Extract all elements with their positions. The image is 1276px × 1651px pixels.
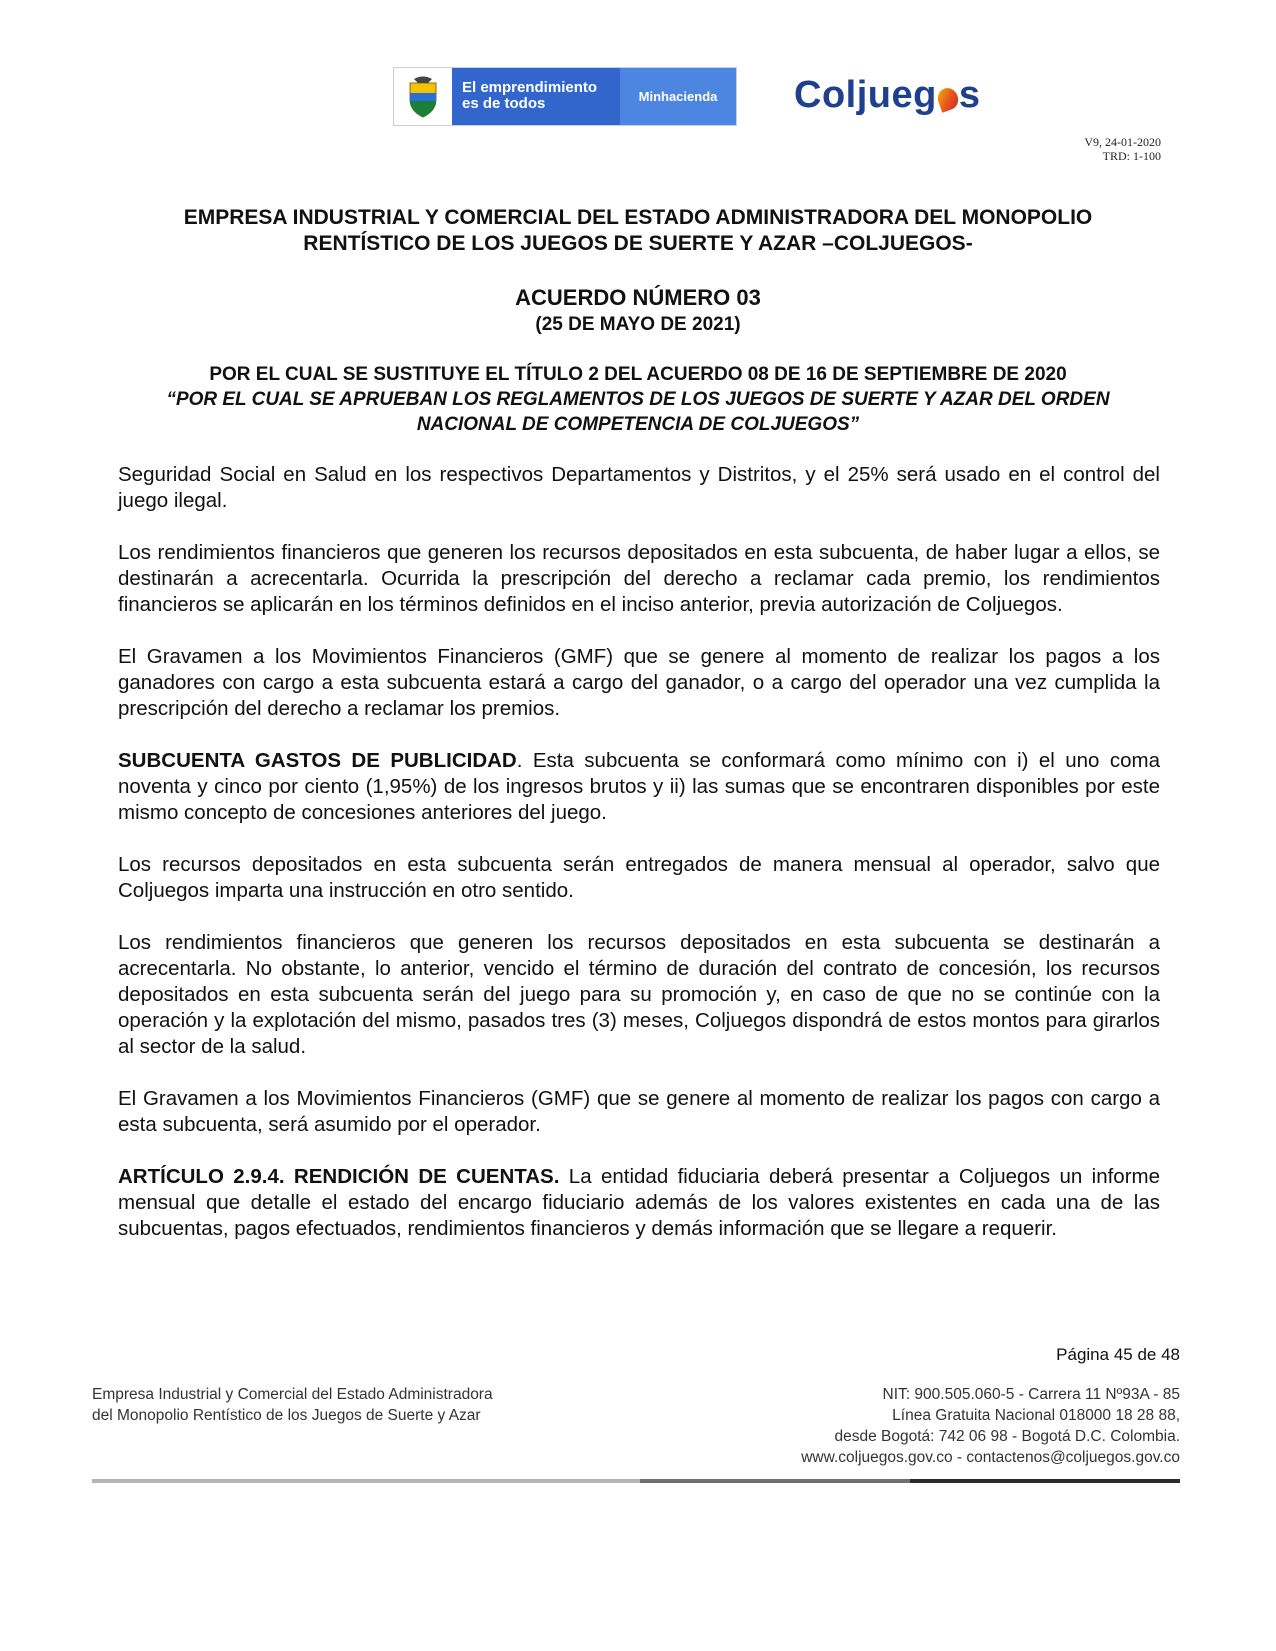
paragraph: Los rendimientos financieros que generen los recursos depositados en esta subcuenta, de haber lugar a ellos, se destinarán a acrecentarla. Ocurrida la prescripción del derecho a reclamar cada premio, los rendimientos financieros se aplicarán en los términos definidos en el inciso anterior, previa autorización de Coljuegos.	[118, 541, 1160, 616]
coat-of-arms-icon	[394, 68, 452, 125]
page-number: Página 45 de 48	[1056, 1345, 1180, 1364]
document-version	[1084, 135, 1161, 163]
paragraph-advertising-subaccount	[118, 748, 1160, 826]
brand-text-right: s	[958, 74, 981, 116]
government-logo	[393, 67, 737, 126]
paragraph: Los rendimientos financieros que generen los recursos depositados en esta subcuenta se destinarán a acrecentarla. No obstante, lo anterior, vencido el término de duración del contrato de concesión, los recursos depositados en esta subcuenta serán del juego para su promoción y, en caso de que no se continúe con la operación y la explotación del mismo, pasados tres (3) meses, Coljuegos dispondrá de estos montos para girarlos al sector de la salud.	[118, 931, 1160, 1058]
agreement-subject	[118, 362, 1158, 437]
version-date: V9, 24-01-2020	[1084, 135, 1161, 149]
footer-nit-address: NIT: 900.505.060-5 - Carrera 11 Nº93A - 85	[882, 1386, 1180, 1403]
footer-divider	[92, 1479, 1180, 1483]
regulations-line: “POR EL CUAL SE APRUEBAN LOS REGLAMENTOS DE LOS JUEGOS DE SUERTE Y AZAR DEL ORDEN NACIONAL DE COMPETENCIA DE COLJUEGOS”	[166, 389, 1110, 435]
paragraph: El Gravamen a los Movimientos Financieros (GMF) que se genere al momento de realizar los pagos a los ganadores con cargo a esta subcuenta estará a cargo del ganador, o a cargo del operador una vez cumplida la prescripción del derecho a reclamar los premios.	[118, 645, 1160, 720]
substitution-line: POR EL CUAL SE SUSTITUYE EL TÍTULO 2 DEL ACUERDO 08 DE 16 DE SEPTIEMBRE DE 2020	[209, 364, 1067, 385]
paragraph-text: La entidad fiduciaria deberá presentar a Coljuegos un informe mensual que detalle el estado del encargo fiduciario además de los valores existentes en cada una de las subcuentas, pagos efectuados, rendimientos financieros y demás información que se llegare a requerir.	[118, 1165, 1160, 1240]
section-heading: SUBCUENTA GASTOS DE PUBLICIDAD	[118, 749, 517, 772]
organization-title: EMPRESA INDUSTRIAL Y COMERCIAL DEL ESTADO ADMINISTRADORA DEL MONOPOLIO RENTÍSTICO DE LOS JUEGOS DE SUERTE Y AZAR –COLJUEGOS-	[183, 206, 1093, 255]
flame-icon	[935, 85, 961, 113]
gov-slogan: El emprendimiento es de todos	[452, 68, 620, 125]
document-body	[118, 462, 1160, 1268]
article-heading: ARTÍCULO 2.9.4. RENDICIÓN DE CUENTAS.	[118, 1165, 560, 1188]
footer-bogota-phone: desde Bogotá: 742 06 98 - Bogotá D.C. Colombia.	[834, 1428, 1180, 1445]
paragraph: El Gravamen a los Movimientos Financieros (GMF) que se genere al momento de realizar los pagos con cargo a esta subcuenta, será asumido por el operador.	[118, 1087, 1160, 1136]
trd-code: TRD: 1-100	[1102, 149, 1161, 163]
agreement-number: ACUERDO NÚMERO 03	[515, 285, 761, 310]
paragraph: Los recursos depositados en esta subcuenta serán entregados de manera mensual al operador, salvo que Coljuegos imparta una instrucción en otro sentido.	[118, 853, 1160, 902]
footer-organization	[92, 1384, 493, 1426]
paragraph: Seguridad Social en Salud en los respectivos Departamentos y Distritos, y el 25% será usado en el control del juego ilegal.	[118, 463, 1160, 512]
footer-org-line: Empresa Industrial y Comercial del Estado Administradora	[92, 1386, 493, 1403]
agreement-date: (25 DE MAYO DE 2021)	[535, 314, 741, 335]
brand-text-left: Coljueg	[794, 74, 937, 116]
paragraph-article-2-9-4	[118, 1164, 1160, 1242]
footer-hotline: Línea Gratuita Nacional 018000 18 28 88,	[892, 1407, 1180, 1424]
footer-web-email: www.coljuegos.gov.co - contactenos@coljuegos.gov.co	[801, 1449, 1180, 1466]
footer-contact	[801, 1384, 1180, 1468]
ministry-name: Minhacienda	[620, 68, 736, 125]
paragraph-text: . Esta subcuenta se conformará como mínimo con i) el uno coma noventa y cinco por ciento (1,95%) de los ingresos brutos y ii) las sumas que se encontraren disponibles por este mismo concepto de concesiones anteriores del juego.	[118, 749, 1161, 824]
footer-org-line: del Monopolio Rentístico de los Juegos de Suerte y Azar	[92, 1407, 481, 1424]
coljuegos-logo	[794, 74, 980, 117]
